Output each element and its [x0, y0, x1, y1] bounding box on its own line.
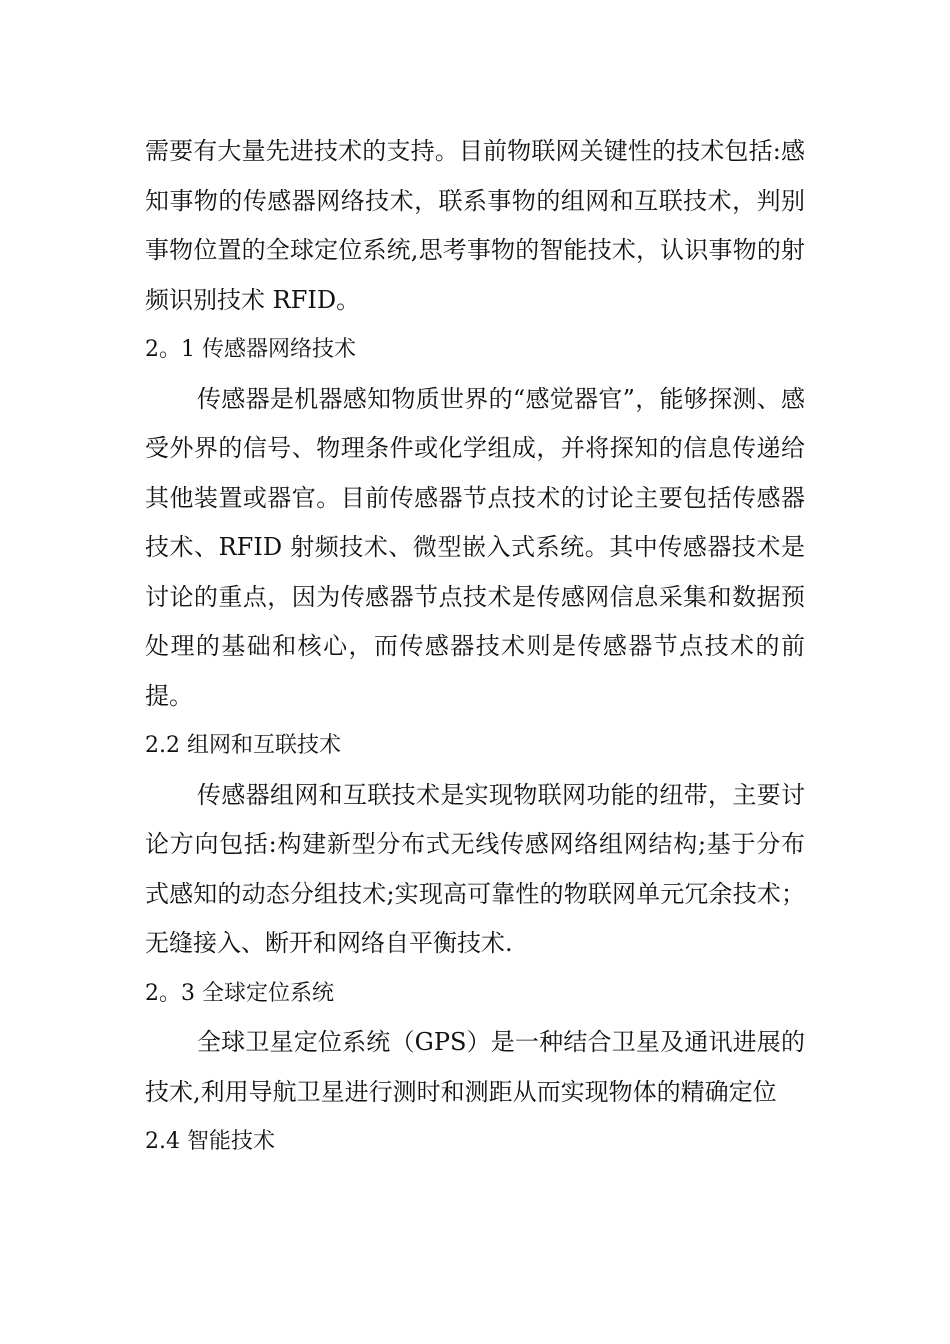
section-heading-2-3: 2。3 全球定位系统: [145, 980, 334, 1006]
section-heading-2-2: 2.2 组网和互联技术: [145, 733, 341, 758]
document-body: [145, 127, 805, 1167]
paragraph-gps: 全球卫星定位系统（GPS）是一种结合卫星及通讯进展的技术,利用导航卫星进行测时和测距从而实现物体的精确定位: [145, 1028, 805, 1106]
section-heading-2-1: 2。1 传感器网络技术: [145, 337, 356, 362]
section-heading-2-4: 2.4 智能技术: [145, 1129, 275, 1154]
paragraph-sensor-network: 传感器是机器感知物质世界的“感觉器官”，能够探测、感受外界的信号、物理条件或化学组成，并将探知的信息传递给其他装置或器官。目前传感器节点技术的讨论主要包括传感器技术、RFID 射频技术、微型嵌入式系统。其中传感器技术是讨论的重点，因为传感器节点技术是传感网信息采集和数据预处理的基础和核心，而传感器技术则是传感器节点技术的前提。: [145, 384, 805, 710]
paragraph-networking: 传感器组网和互联技术是实现物联网功能的纽带，主要讨论方向包括:构建新型分布式无线传感网络组网结构;基于分布式感知的动态分组技术;实现高可靠性的物联网单元冗余技术；无缝接入、断开和网络自平衡技术.: [145, 780, 805, 957]
paragraph-intro-continued: 需要有大量先进技术的支持。目前物联网关键性的技术包括:感知事物的传感器网络技术，联系事物的组网和互联技术，判别事物位置的全球定位系统,思考事物的智能技术，认识事物的射频识别技术 RFID。: [145, 137, 805, 314]
